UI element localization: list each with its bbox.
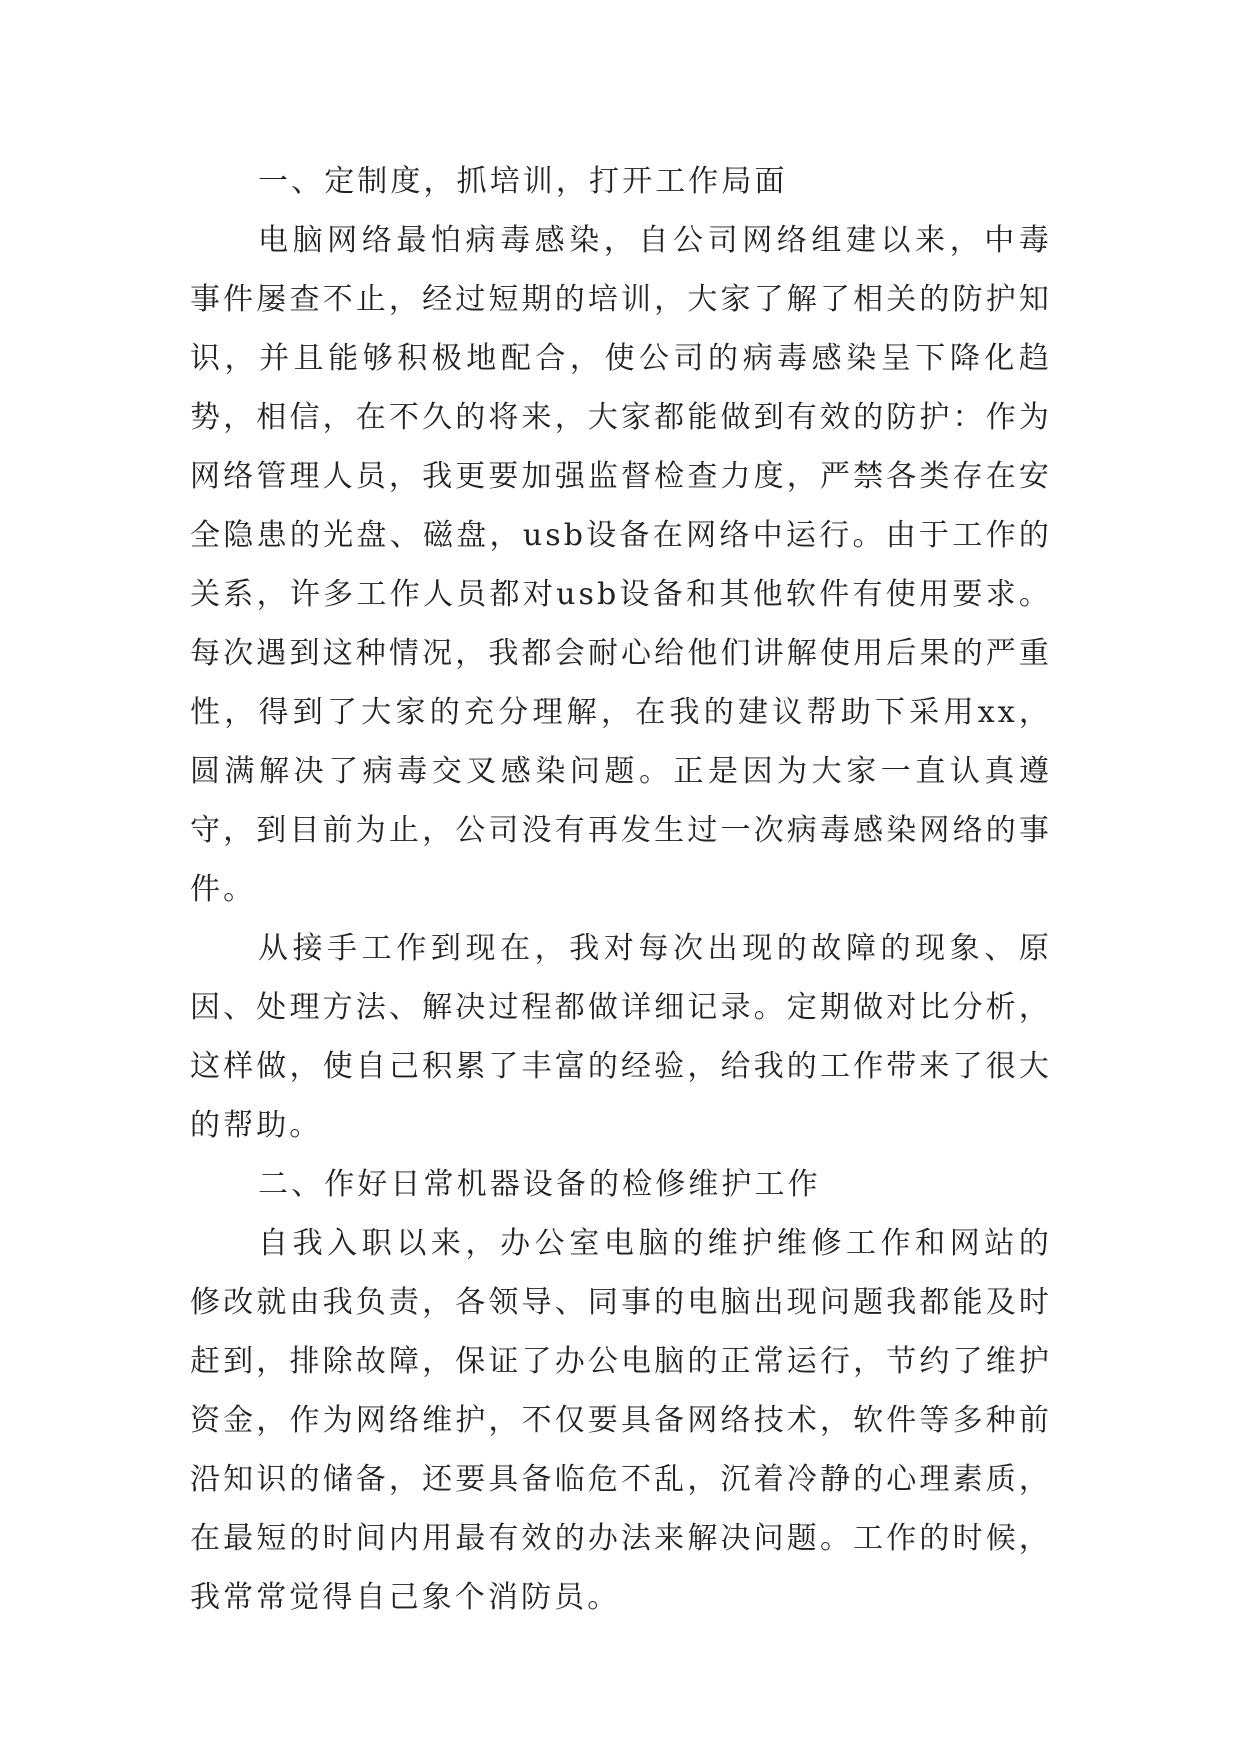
section-heading-2: 二、作好日常机器设备的检修维护工作 <box>258 1167 821 1202</box>
body-paragraph-3: 自我入职以来，办公室电脑的维护维修工作和网站的修改就由我负责，各领导、同事的电脑出现问题我都能及时赶到，排除故障，保证了办公电脑的正常运行，节约了维护资金，作为网络维护，不仅要具备网络技术，软件等多种前沿知识的储备，还要具备临危不乱，沉着冷静的心理素质，在最短的时间内用最有效的办法来解决问题。工作的时候，我常常觉得自己象个消防员。 <box>190 1226 1052 1615</box>
section-heading-1: 一、定制度，抓培训，打开工作局面 <box>258 164 788 199</box>
document-page <box>190 152 1052 1627</box>
body-paragraph-2: 从接手工作到现在，我对每次出现的故障的现象、原因、处理方法、解决过程都做详细记录。定期做对比分析，这样做，使自己积累了丰富的经验，给我的工作带来了很大的帮助。 <box>190 931 1052 1143</box>
body-paragraph-1: 电脑网络最怕病毒感染，自公司网络组建以来，中毒事件屡查不止，经过短期的培训，大家了解了相关的防护知识，并且能够积极地配合，使公司的病毒感染呈下降化趋势，相信，在不久的将来，大家都能做到有效的防护：作为网络管理人员，我更要加强监督检查力度，严禁各类存在安全隐患的光盘、磁盘，usb设备在网络中运行。由于工作的关系，许多工作人员都对usb设备和其他软件有使用要求。每次遇到这种情况，我都会耐心给他们讲解使用后果的严重性，得到了大家的充分理解，在我的建议帮助下采用xx，圆满解决了病毒交叉感染问题。正是因为大家一直认真遵守，到目前为止，公司没有再发生过一次病毒感染网络的事件。 <box>190 223 1052 907</box>
